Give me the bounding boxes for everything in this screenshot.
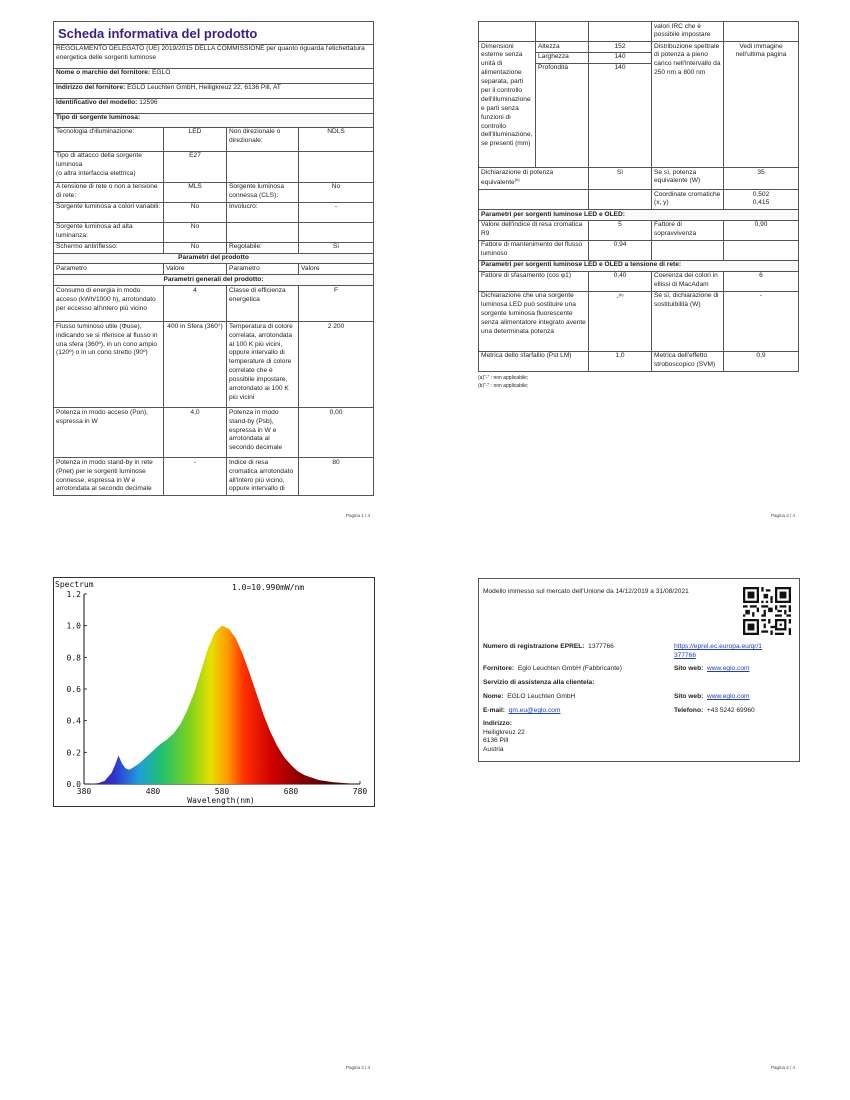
page-4-box — [478, 578, 800, 762]
y-tick-label: 0.8 — [66, 653, 81, 663]
dimmable-value: Sì — [299, 242, 374, 253]
eprel-link[interactable]: https://eprel.ec.europa.eu/qr/1377766 — [674, 643, 762, 660]
colour-tunable-value: No — [164, 202, 227, 222]
pf-label: Fattore di sfasamento (cos φ1) — [479, 271, 589, 291]
x-tick-label: 680 — [283, 787, 299, 796]
depth-label: Profondità — [536, 63, 589, 167]
eprel-row: Numero di registrazione EPREL: 1377766 — [483, 643, 614, 650]
r9-label: Valore dell'indice di resa cromatica R9 — [479, 220, 589, 240]
page-1-number: Pagina 1 / 4 — [346, 513, 371, 518]
col-value-2: Valore — [299, 264, 374, 275]
page-1 — [53, 21, 373, 496]
x-tick-label: 780 — [352, 787, 368, 796]
standby-value: 0,00 — [299, 408, 374, 458]
efficiency-class-label: Classe di efficienza energetica — [227, 286, 299, 322]
chart-title: 1.0=10.990mW/nm — [232, 583, 305, 592]
survival-value: 0,90 — [724, 220, 799, 240]
qr-code-icon — [743, 587, 791, 635]
page-4-number: Pagina 4 / 4 — [771, 1065, 796, 1070]
cri-label: Indice di resa cromatica arrotondato all'intero più vicino, oppure intervallo di — [227, 458, 299, 496]
y-tick-label: 0.2 — [66, 748, 81, 758]
equiv-power-value: 35 — [724, 168, 799, 190]
envelope-label: Involucro: — [227, 202, 299, 222]
footnote-b: (b)"-" : non applicabile; — [478, 382, 529, 389]
lumen-maint-label: Fattore di mantenimento del flusso luminoso — [479, 240, 589, 260]
survival-label: Fattore di sopravvivenza — [652, 220, 724, 240]
website2-row: Sito web: www.eglo.com — [674, 693, 750, 700]
placed-on-market: Modello immesso sul mercato dell'Unione da 14/12/2019 a 31/08/2021 — [483, 588, 689, 595]
mains-value: MLS — [164, 182, 227, 202]
connected-value: No — [299, 182, 374, 202]
phone-row: Telefono: +43 5242 69960 — [674, 707, 755, 714]
lighting-tech-value: LED — [164, 127, 227, 151]
x-tick-label: 480 — [145, 787, 161, 796]
spectrum-area — [84, 626, 360, 784]
replace-value: -$^{(b)}$ — [589, 291, 652, 351]
anti-glare-value: No — [164, 242, 227, 253]
cct-value: 2 200 — [299, 322, 374, 408]
replace-label: Dichiarazione che una sorgente luminosa LED può sostituire una sorgente luminosa fluorescente senza alimentatore integrato avente una determinata potenza — [479, 291, 589, 351]
cri-cont: valori IRC che è possibile impostare — [652, 22, 724, 42]
standby-label: Potenza in modo stand-by (Psb), espressa in W e arrotondata al secondo decimale — [227, 408, 299, 458]
connected-label: Sorgente luminosa connessa (CLS): — [227, 182, 299, 202]
x-tick-label: 380 — [76, 787, 92, 796]
net-standby-value: - — [164, 458, 227, 496]
cap-type-label: Tipo di attacco della sorgente luminosa (o altra interfaccia elettrica) — [54, 151, 164, 182]
chroma-value: 0,502 0,415 — [724, 190, 799, 210]
cct-label: Temperatura di colore correlata, arrotondata al 100 K più vicini, oppure intervallo di temperature di colore correlate che è possibile impostare, arrotondato ai 100 K più vicini — [227, 322, 299, 408]
net-standby-label: Potenza in modo stand-by in rete (Pnet) per le sorgenti luminose connesse, espressa in W e arrotondata al secondo decimale — [54, 458, 164, 496]
product-params-header: Parametri del prodotto — [54, 253, 374, 264]
dimmable-label: Regolabile: — [227, 242, 299, 253]
cap-type-value: E27 — [164, 151, 227, 182]
footnote-a: (a)"-" : non applicabile; — [478, 374, 529, 381]
flicker-label: Metrica dello sfarfallio (Pst LM) — [479, 351, 589, 371]
col-param-2: Parametro — [227, 264, 299, 275]
depth-value: 140 — [589, 63, 652, 167]
website-link[interactable]: www.eglo.com — [706, 665, 750, 672]
width-label: Larghezza — [536, 52, 589, 63]
colour-tunable-label: Sorgente luminosa a colori variabili: — [54, 202, 164, 222]
col-value-1: Valore — [164, 264, 227, 275]
supplier-address-row: Indirizzo del fornitore: EGLO Leuchten GmbH, Heiligkreuz 22, 6136 Pill, AT — [54, 83, 374, 98]
chart-xlabel: Wavelength(nm) — [187, 796, 255, 805]
y-tick-label: 0.0 — [66, 780, 81, 789]
spectrum-svg — [54, 578, 374, 806]
regulation-text: REGOLAMENTO DELEGATO (UE) 2019/2015 DELLA COMMISSIONE per quanto riguarda l'etichettatura energetica delle sorgenti luminose — [54, 44, 374, 68]
useful-flux-value: 400 in Sfera (360°) — [164, 322, 227, 408]
mains-label: A tensione di rete o non a tensione di rete: — [54, 182, 164, 202]
website-row: Sito web: www.eglo.com — [674, 665, 750, 672]
supplier-row: Fornitore: Eglo Leuchten GmbH (Fabbricante) — [483, 665, 622, 672]
x-tick-label: 580 — [214, 787, 230, 796]
pf-value: 0,40 — [589, 271, 652, 291]
r9-value: 5 — [589, 220, 652, 240]
envelope-value: - — [299, 202, 374, 222]
power-on-label: Potenza in modo acceso (Pon), espressa in W — [54, 408, 164, 458]
page-3-number: Pagina 3 / 4 — [346, 1065, 371, 1070]
spd-value: Vedi immagine nell'ultima pagina — [724, 42, 799, 168]
cri-value: 80 — [299, 458, 374, 496]
page-2-number: Pagina 2 / 4 — [771, 513, 796, 518]
col-param-1: Parametro — [54, 264, 164, 275]
y-tick-label: 1.2 — [66, 590, 81, 599]
width-value: 140 — [589, 52, 652, 63]
anti-glare-label: Schermo antiriflesso: — [54, 242, 164, 253]
general-params-header: Parametri generali del prodotto: — [54, 275, 374, 286]
flicker-value: 1,0 — [589, 351, 652, 371]
spd-label: Distribuzione spettrale di potenza a pieno carico nell'intervallo da 250 nm a 800 nm — [652, 42, 724, 168]
power-on-value: 4,0 — [164, 408, 227, 458]
lumen-maint-value: 0,94 — [589, 240, 652, 260]
y-tick-label: 0.4 — [66, 716, 81, 726]
equiv-power-label: Se sì, potenza equivalente (W) — [652, 168, 724, 190]
address-block: Indirizzo: Heiligkreuz 22 6136 Pill Austria — [483, 720, 525, 753]
y-tick-label: 1.0 — [66, 621, 81, 631]
spectrum-chart — [53, 577, 375, 807]
efficiency-class-value: F — [299, 286, 374, 322]
chart-ylabel: Spectrum — [55, 580, 94, 589]
replace-w-value: - — [724, 291, 799, 351]
replace-w-label: Se sì, dichiarazione di sostituibilità (W) — [652, 291, 724, 351]
equiv-power-decl-value: Sì — [589, 168, 652, 190]
energy-on-label: Consumo di energia in modo acceso (kWh/1000 h), arrotondato per eccesso all'intero più vicino — [54, 286, 164, 322]
lighting-tech-label: Tecnologia d'illuminazione: — [54, 127, 164, 151]
service-header: Servizio di assistenza alla clientela: — [483, 679, 595, 686]
non-directional-label: Non direzionale o direzionale: — [227, 127, 299, 151]
model-id-row: Identificativo del modello: 12596 — [54, 98, 374, 113]
light-source-type-header: Tipo di sorgente luminosa: — [54, 113, 374, 127]
led-oled-header: Parametri per sorgenti luminose LED e OLED: — [479, 210, 799, 221]
equiv-power-decl-label: Dichiarazione di potenza equivalente$^{(b)}$ — [479, 168, 589, 190]
macadam-label: Coerenza dei colori in ellissi di MacAdam — [652, 271, 724, 291]
email-link[interactable]: qm.eu@eglo.com — [508, 707, 561, 714]
chroma-label: Coordinate cromatiche (x, y) — [652, 190, 724, 210]
led-mains-header: Parametri per sorgenti luminose LED e OLED a tensione di rete: — [479, 260, 799, 271]
non-directional-value: NDLS — [299, 127, 374, 151]
page-2 — [478, 21, 798, 389]
y-tick-label: 0.6 — [66, 685, 81, 694]
macadam-value: 6 — [724, 271, 799, 291]
product-info-table-page1 — [53, 21, 374, 496]
svm-value: 0,9 — [724, 351, 799, 371]
svm-label: Metrica dell'effetto stroboscopico (SVM) — [652, 351, 724, 371]
energy-on-value: 4 — [164, 286, 227, 322]
useful-flux-label: Flusso luminoso utile (Φuse), indicando se si riferisce al flusso in una sfera (360º), in un cono ampio (120º) o in un cono stretto (90º) — [54, 322, 164, 408]
page-title: Scheda informativa del prodotto — [54, 22, 374, 45]
dimensions-label: Dimensioni esterne senza unità di alimentazione separata, parti per il controllo dell'illuminazione e parti senza funzioni di controllo dell'illuminazione, se presenti (mm) — [479, 42, 536, 168]
name-row: Nome: EGLO Leuchten GmbH — [483, 693, 576, 700]
height-value: 152 — [589, 42, 652, 53]
supplier-name-row: Nome o marchio del fornitore: EGLO — [54, 68, 374, 83]
high-luminance-value: No — [164, 222, 227, 242]
email-row: E-mail: qm.eu@eglo.com — [483, 707, 561, 714]
product-info-table-page2 — [478, 21, 799, 372]
high-luminance-label: Sorgente luminosa ad alta luminanza: — [54, 222, 164, 242]
website2-link[interactable]: www.eglo.com — [706, 693, 750, 700]
height-label: Altezza — [536, 42, 589, 53]
